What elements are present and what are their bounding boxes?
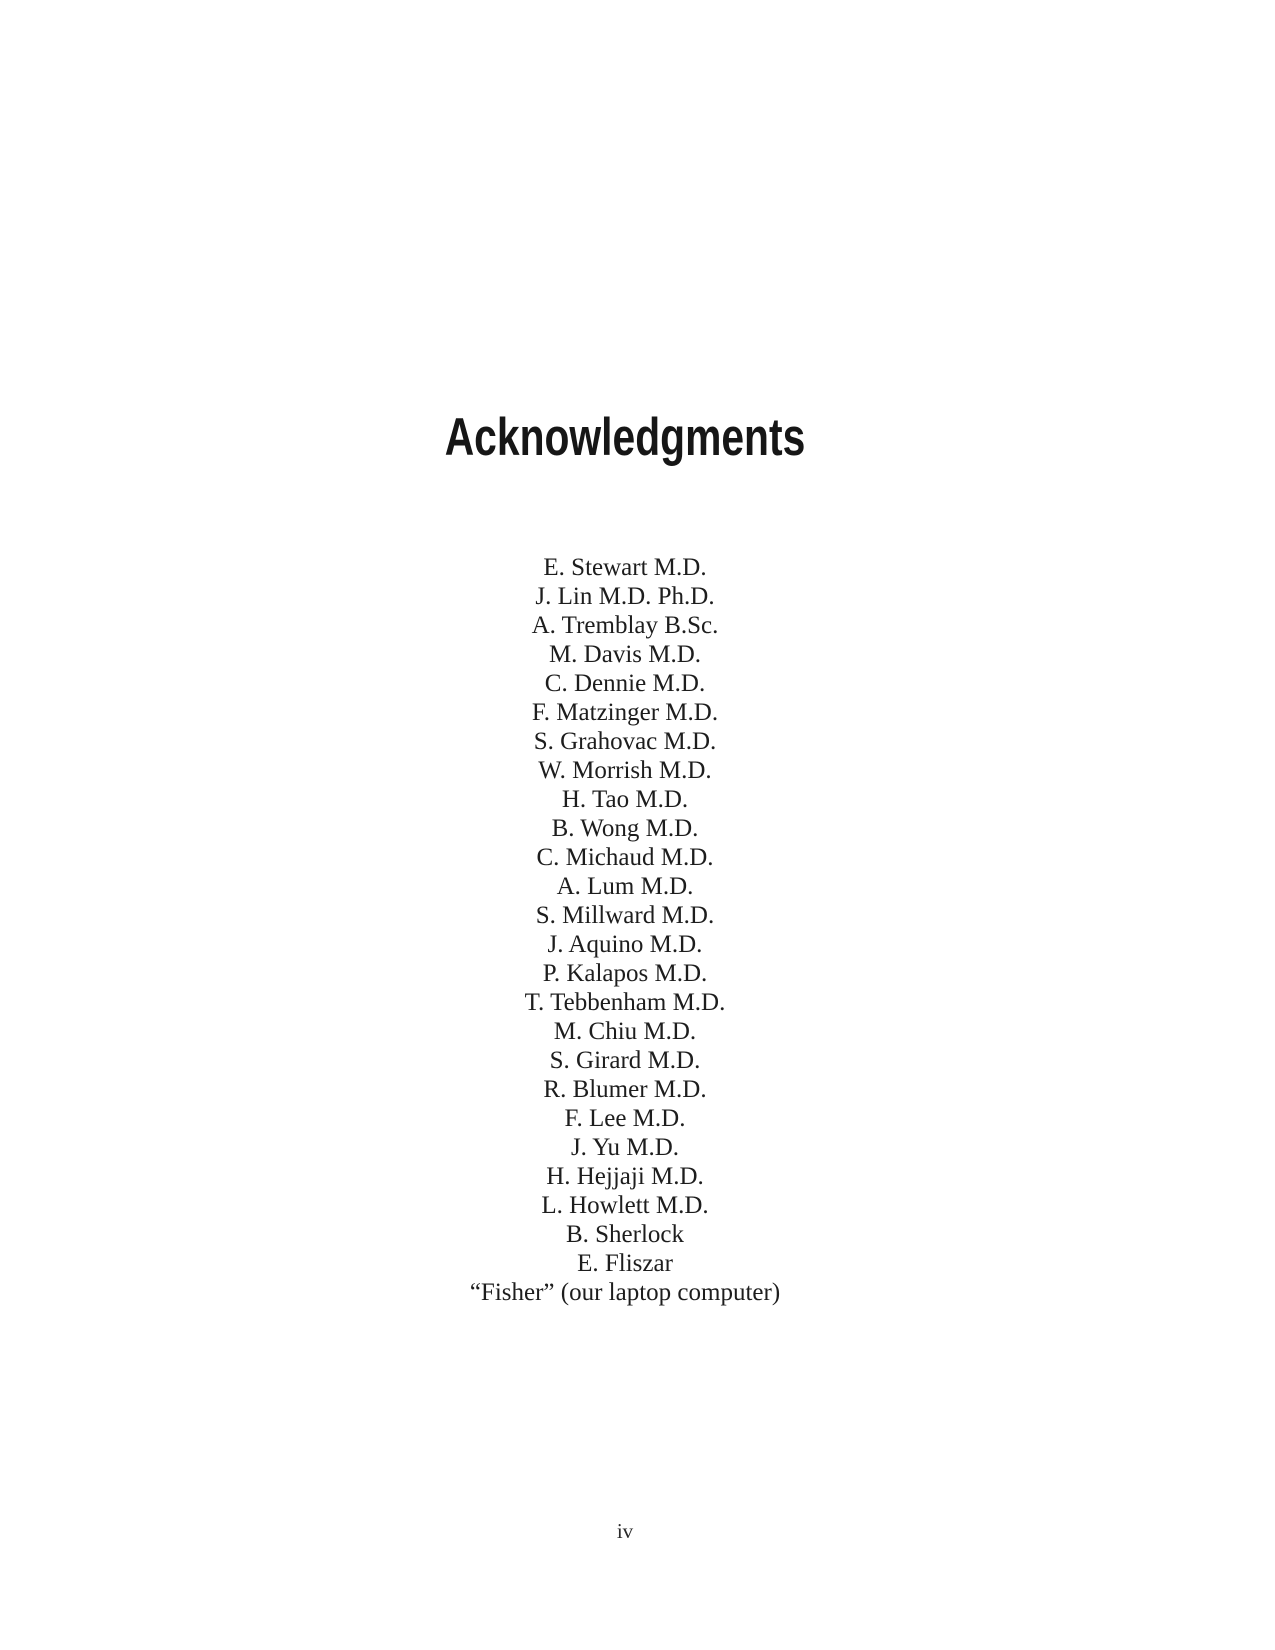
acknowledgment-line: E. Fliszar [577, 1250, 673, 1277]
acknowledgment-line: W. Morrish M.D. [538, 757, 712, 784]
acknowledgment-line: E. Stewart M.D. [543, 554, 707, 581]
acknowledgment-line: “Fisher” (our laptop computer) [469, 1279, 781, 1306]
acknowledgment-line: J. Yu M.D. [570, 1134, 680, 1161]
acknowledgment-line: R. Blumer M.D. [543, 1076, 707, 1103]
acknowledgment-line: B. Sherlock [565, 1221, 685, 1248]
acknowledgment-line: F. Lee M.D. [564, 1105, 686, 1132]
acknowledgment-line: M. Davis M.D. [548, 641, 702, 668]
acknowledgment-line: J. Aquino M.D. [547, 931, 703, 958]
acknowledgment-line: C. Michaud M.D. [536, 844, 714, 871]
page-title: Acknowledgments [444, 408, 806, 467]
page-number: iv [616, 1519, 634, 1543]
acknowledgment-line: S. Girard M.D. [549, 1047, 701, 1074]
acknowledgments-list [0, 553, 1250, 1307]
acknowledgment-line: P. Kalapos M.D. [542, 960, 708, 987]
acknowledgment-line: H. Tao M.D. [561, 786, 689, 813]
acknowledgment-line: J. Lin M.D. Ph.D. [535, 583, 715, 610]
acknowledgment-line: C. Dennie M.D. [544, 670, 706, 697]
acknowledgment-line: M. Chiu M.D. [553, 1018, 697, 1045]
acknowledgment-line: S. Millward M.D. [535, 902, 715, 929]
acknowledgment-line: F. Matzinger M.D. [531, 699, 719, 726]
acknowledgment-line: A. Tremblay B.Sc. [531, 612, 719, 639]
acknowledgment-line: T. Tebbenham M.D. [524, 989, 726, 1016]
acknowledgment-line: S. Grahovac M.D. [533, 728, 717, 755]
acknowledgment-line: L. Howlett M.D. [541, 1192, 709, 1219]
acknowledgment-line: H. Hejjaji M.D. [546, 1163, 704, 1190]
acknowledgment-line: B. Wong M.D. [551, 815, 699, 842]
acknowledgment-line: A. Lum M.D. [556, 873, 694, 900]
